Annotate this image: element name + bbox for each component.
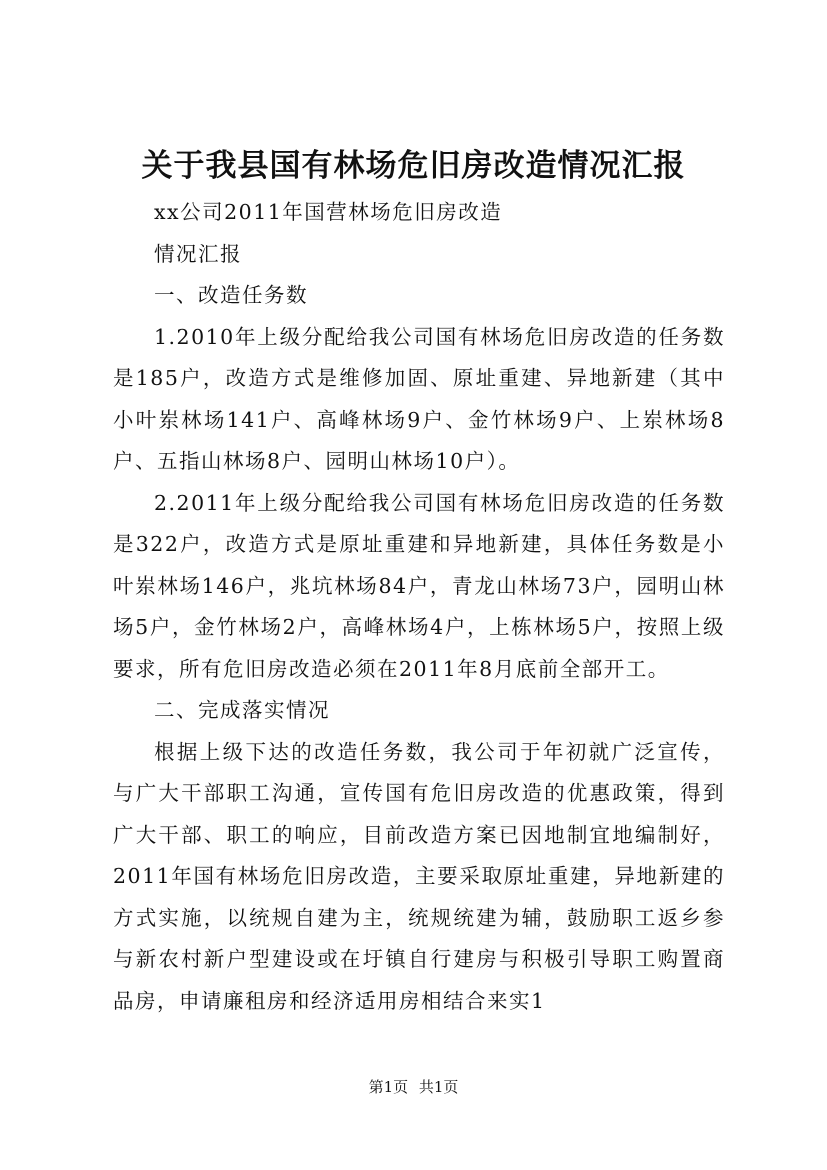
paragraph-item-1: 1.2010年上级分配给我公司国有林场危旧房改造的任务数是185户，改造方式是维修加固、原址重建、异地新建（其中小叶岽林场141户、高峰林场9户、金竹林场9户、上岽林场8户、五指山林场8户、园明山林场10户）。 <box>113 324 725 473</box>
page-footer <box>0 1077 827 1097</box>
paragraph-body: 根据上级下达的改造任务数，我公司于年初就广泛宣传，与广大干部职工沟通，宣传国有危旧房改造的优惠政策，得到广大干部、职工的响应，目前改造方案已因地制宜地编制好，2011年国有林场危旧房改造，主要采取原址重建，异地新建的方式实施，以统规自建为主，统规统建为辅，鼓励职工返乡参与新农村新户型建设或在圩镇自行建房与积极引导职工购置商品房，申请廉租房和经济适用房相结合来实1 <box>113 739 725 1013</box>
paragraph-subtitle-line2: 情况汇报 <box>154 241 242 266</box>
document-title: 关于我县国有林场危旧房改造情况汇报 <box>141 148 686 184</box>
section-heading-1: 一、改造任务数 <box>154 283 308 307</box>
page-total: 共1页 <box>418 1078 459 1096</box>
document-body <box>113 192 725 1022</box>
paragraph-item-2: 2.2011年上级分配给我公司国有林场危旧房改造的任务数是322户，改造方式是原址重建和异地新建，具体任务数是小叶岽林场146户，兆坑林场84户，青龙山林场73户，园明山林场5户，金竹林场2户，高峰林场4户，上栋林场5户，按照上级要求，所有危旧房改造必须在2011年8月底前全部开工。 <box>113 490 725 681</box>
paragraph-subtitle-line1: xx公司2011年国营林场危旧房改造 <box>154 200 503 224</box>
page-number: 第1页 <box>368 1078 409 1096</box>
section-heading-2: 二、完成落实情况 <box>154 698 330 722</box>
